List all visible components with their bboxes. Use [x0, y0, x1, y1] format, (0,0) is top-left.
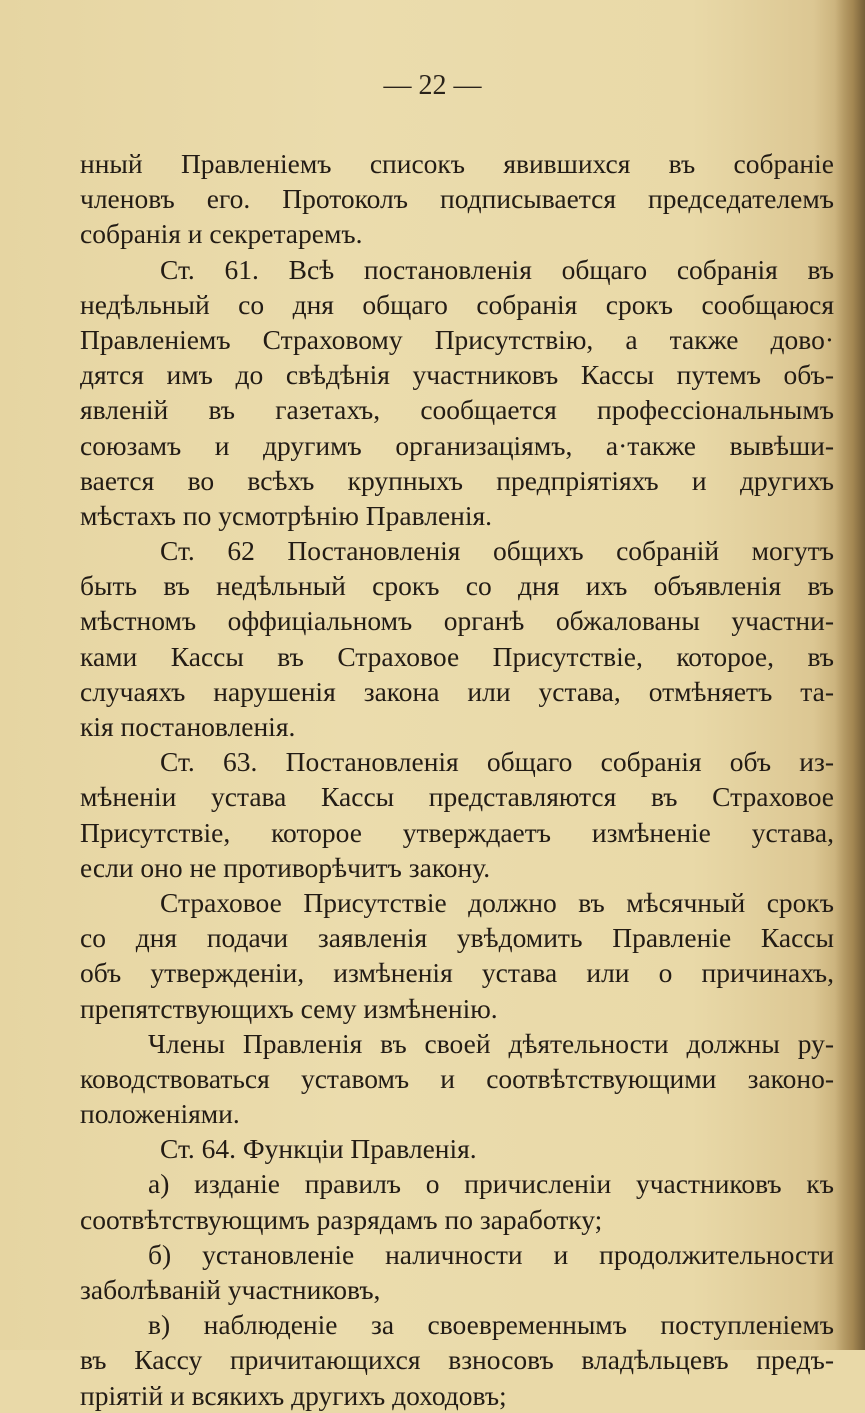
text-line: соотвѣтствующимъ разрядамъ по заработку; [80, 1203, 603, 1235]
text-line: явленій въ газетахъ, сообщается профессіональнымъ [80, 394, 834, 426]
text-line: Присутствіе, которое утверждаетъ измѣненіе устава, [80, 816, 834, 848]
text-line: мѣстахъ по усмотрѣнію Правленія. [80, 499, 493, 531]
text-line: заболѣваній участниковъ, [80, 1274, 381, 1305]
text-line: положеніями. [80, 1098, 240, 1130]
text-line: если оно не противорѣчитъ закону. [80, 851, 491, 883]
text-line: ководствоваться уставомъ и соотвѣтствующими законо- [80, 1062, 834, 1094]
text-line: объ утвержденіи, измѣненія устава или о причинахъ, [80, 957, 834, 989]
text-line: Правленіемъ Страховому Присутствію, а также дово· [80, 323, 834, 355]
text-line: дятся имъ до свѣдѣнія участниковъ Кассы путемъ объ- [80, 359, 834, 391]
text-line: вается во всѣхъ крупныхъ предпріятіяхъ и другихъ [80, 464, 834, 496]
text-line: собранія и секретаремъ. [80, 218, 363, 250]
text-line: мѣстномъ оффиціальномъ органѣ обжалованы участни- [80, 605, 834, 637]
text-line: пріятій и всякихъ другихъ доходовъ; [80, 1379, 507, 1411]
page-edge-shadow [835, 0, 865, 1350]
text-line: случаяхъ нарушенія закона или устава, отмѣняетъ та- [80, 675, 834, 707]
text-line: мѣненіи устава Кассы представляются въ Страховое [80, 781, 834, 813]
page-number: — 22 — [383, 70, 482, 101]
text-line: Ст. 64. Функціи Правленія. [160, 1133, 477, 1165]
text-line: Страховое Присутствіе должно въ мѣсячный срокъ [160, 886, 834, 918]
text-line: ками Кассы въ Страховое Присутствіе, которое, въ [80, 640, 834, 672]
text-line: членовъ его. Протоколъ подписывается председателемъ [80, 183, 834, 215]
text-line: нный Правленіемъ списокъ явившихся въ собраніе [80, 148, 834, 179]
text-line: со дня подачи заявленія увѣдомить Правленіе Кассы [80, 922, 834, 954]
text-line: б) установленіе наличности и продолжительности [148, 1238, 834, 1270]
text-line: в) наблюденіе за своевременнымъ поступленіемъ [148, 1309, 834, 1341]
text-line: быть въ недѣльный срокъ со дня ихъ объявленія въ [80, 570, 834, 602]
text-line: а) изданіе правилъ о причисленіи участниковъ къ [148, 1168, 834, 1200]
text-line: союзамъ и другимъ организаціямъ, а·также вывѣши- [80, 429, 834, 461]
text-line: кія постановленія. [80, 711, 296, 742]
text-line: Ст. 61. Всѣ постановленія общаго собранія въ [160, 253, 834, 285]
page-body-text [80, 146, 834, 1413]
text-line: Члены Правленія въ своей дѣятельности должны ру- [148, 1027, 834, 1059]
text-line: недѣльный со дня общаго собранія срокъ сообщаюся [80, 288, 834, 320]
text-line: Ст. 62 Постановленія общихъ собраній могутъ [160, 535, 834, 567]
text-line: препятствующихъ сему измѣненію. [80, 992, 498, 1024]
text-line: Ст. 63. Постановленія общаго собранія объ из- [160, 746, 834, 778]
text-line: въ Кассу причитающихся взносовъ владѣльцевъ предъ- [80, 1344, 834, 1376]
